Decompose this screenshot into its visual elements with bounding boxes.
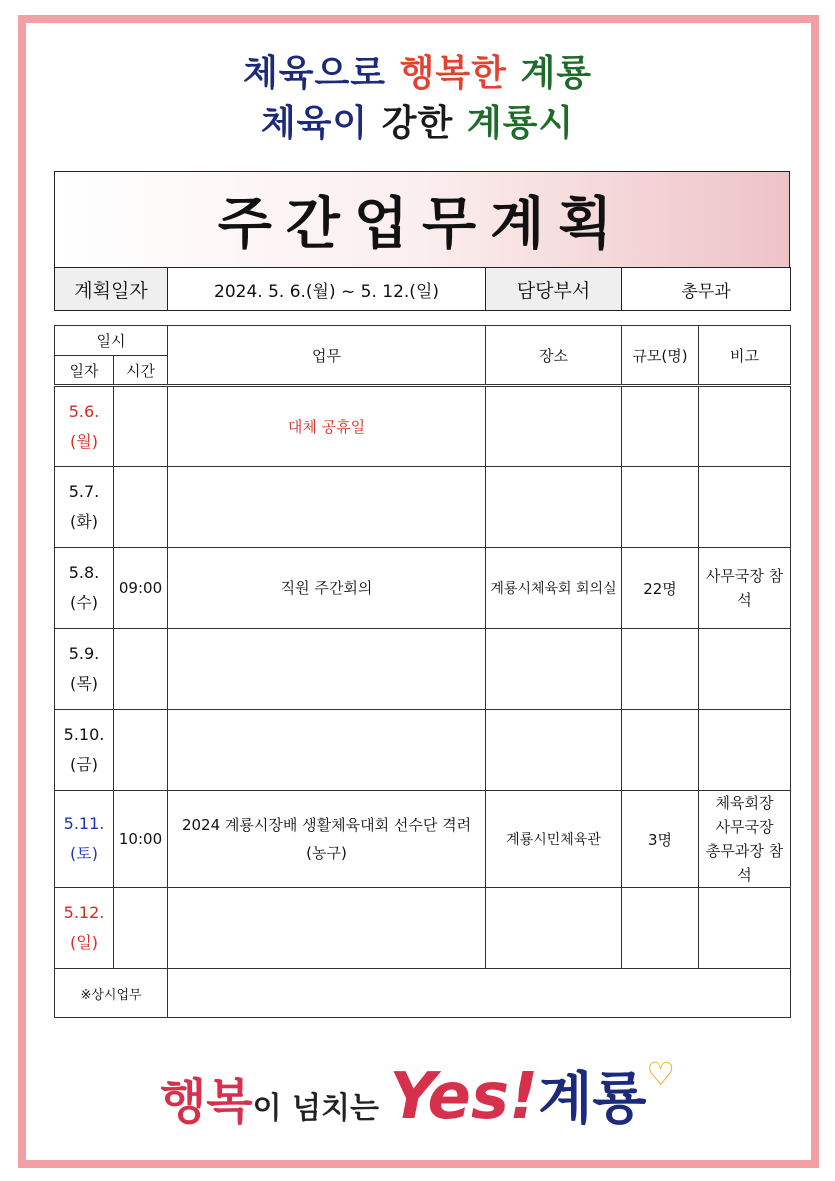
date-weekday: (수) [70, 593, 98, 612]
date-day: 5.11. [63, 814, 105, 833]
date-cell [55, 629, 114, 710]
table-row [55, 548, 791, 629]
scale-cell: 22명 [622, 548, 699, 629]
date-day: 5.9. [68, 644, 100, 663]
date-day: 5.8. [68, 563, 100, 582]
dept-label: 담당부서 [486, 268, 622, 311]
task-cell [168, 888, 486, 969]
header-place: 장소 [486, 326, 622, 386]
header-task: 업무 [168, 326, 486, 386]
regular-work-value [168, 969, 791, 1018]
table-row [55, 888, 791, 969]
dept-value: 총무과 [622, 268, 791, 311]
slogan-line-1 [0, 45, 835, 96]
date-weekday: (월) [70, 431, 98, 451]
scale-cell [622, 467, 699, 548]
place-cell [486, 710, 622, 791]
heart-icon: ♡ [646, 1055, 676, 1093]
slogan-line-2 [0, 95, 835, 146]
note-cell: 체육회장 사무국장 총무과장 참석 [699, 791, 791, 888]
place-cell [486, 888, 622, 969]
date-weekday: (일) [70, 933, 98, 952]
date-weekday: (토) [70, 844, 98, 863]
date-cell [55, 386, 114, 467]
header-note: 비고 [699, 326, 791, 386]
date-cell [55, 791, 114, 888]
title-banner [54, 171, 790, 267]
date-cell [55, 888, 114, 969]
schedule-table [54, 325, 791, 1018]
time-cell [114, 710, 168, 791]
table-row [55, 791, 791, 888]
date-weekday: (화) [70, 512, 98, 531]
plan-date-label: 계획일자 [55, 268, 168, 311]
header-time: 시간 [114, 356, 168, 386]
table-row [55, 710, 791, 791]
info-table [54, 267, 791, 311]
task-cell [168, 710, 486, 791]
date-cell [55, 467, 114, 548]
scale-cell [622, 888, 699, 969]
logo-part-yes: Yes! [389, 1060, 539, 1134]
note-cell [699, 888, 791, 969]
place-cell: 계룡시체육회 회의실 [486, 548, 622, 629]
date-weekday: (목) [70, 674, 98, 693]
note-cell: 사무국장 참석 [699, 548, 791, 629]
slogan-word: 체육으로 [242, 53, 400, 94]
time-cell: 09:00 [114, 548, 168, 629]
regular-work-label: ※상시업무 [55, 969, 168, 1018]
scale-cell [622, 629, 699, 710]
plan-date-value: 2024. 5. 6.(월) ~ 5. 12.(일) [168, 268, 486, 311]
logo-part-happiness: 행복 [159, 1074, 253, 1130]
date-day: 5.12. [63, 903, 105, 922]
date-day: 5.10. [63, 725, 105, 744]
note-cell [699, 467, 791, 548]
table-row [55, 467, 791, 548]
place-cell [486, 629, 622, 710]
task-cell: 직원 주간회의 [168, 548, 486, 629]
task-cell: 2024 계룡시장배 생활체육대회 선수단 격려 (농구) [168, 791, 486, 888]
slogan-word: 계룡 [520, 53, 593, 94]
scale-cell: 3명 [622, 791, 699, 888]
time-cell: 10:00 [114, 791, 168, 888]
header-scale: 규모(명) [622, 326, 699, 386]
slogan-word: 행복한 [399, 53, 521, 94]
date-cell [55, 548, 114, 629]
task-cell: 대체 공휴일 [168, 386, 486, 467]
logo-part-overflowing: 이 넘치는 [252, 1091, 390, 1126]
task-cell [168, 629, 486, 710]
note-cell [699, 386, 791, 467]
note-cell [699, 710, 791, 791]
note-cell [699, 629, 791, 710]
time-cell [114, 386, 168, 467]
time-cell [114, 467, 168, 548]
slogan-word: 체육이 [260, 103, 382, 144]
task-cell [168, 467, 486, 548]
place-cell: 계룡시민체육관 [486, 791, 622, 888]
logo-part-gyeryong: 계룡 [538, 1067, 647, 1132]
place-cell [486, 386, 622, 467]
table-row [55, 629, 791, 710]
scale-cell [622, 710, 699, 791]
slogan-word: 강한 [381, 103, 467, 144]
time-cell [114, 629, 168, 710]
date-cell [55, 710, 114, 791]
scale-cell [622, 386, 699, 467]
time-cell [114, 888, 168, 969]
slogan-word: 계룡시 [466, 103, 575, 144]
page-title: 주간업무계획 [217, 191, 627, 257]
bottom-slogan-logo [0, 1055, 835, 1135]
header-date: 일자 [55, 356, 114, 386]
place-cell [486, 467, 622, 548]
table-row [55, 386, 791, 467]
date-day: 5.6. [68, 401, 100, 421]
date-weekday: (금) [70, 755, 98, 774]
date-day: 5.7. [68, 482, 100, 501]
header-datetime: 일시 [55, 326, 168, 356]
